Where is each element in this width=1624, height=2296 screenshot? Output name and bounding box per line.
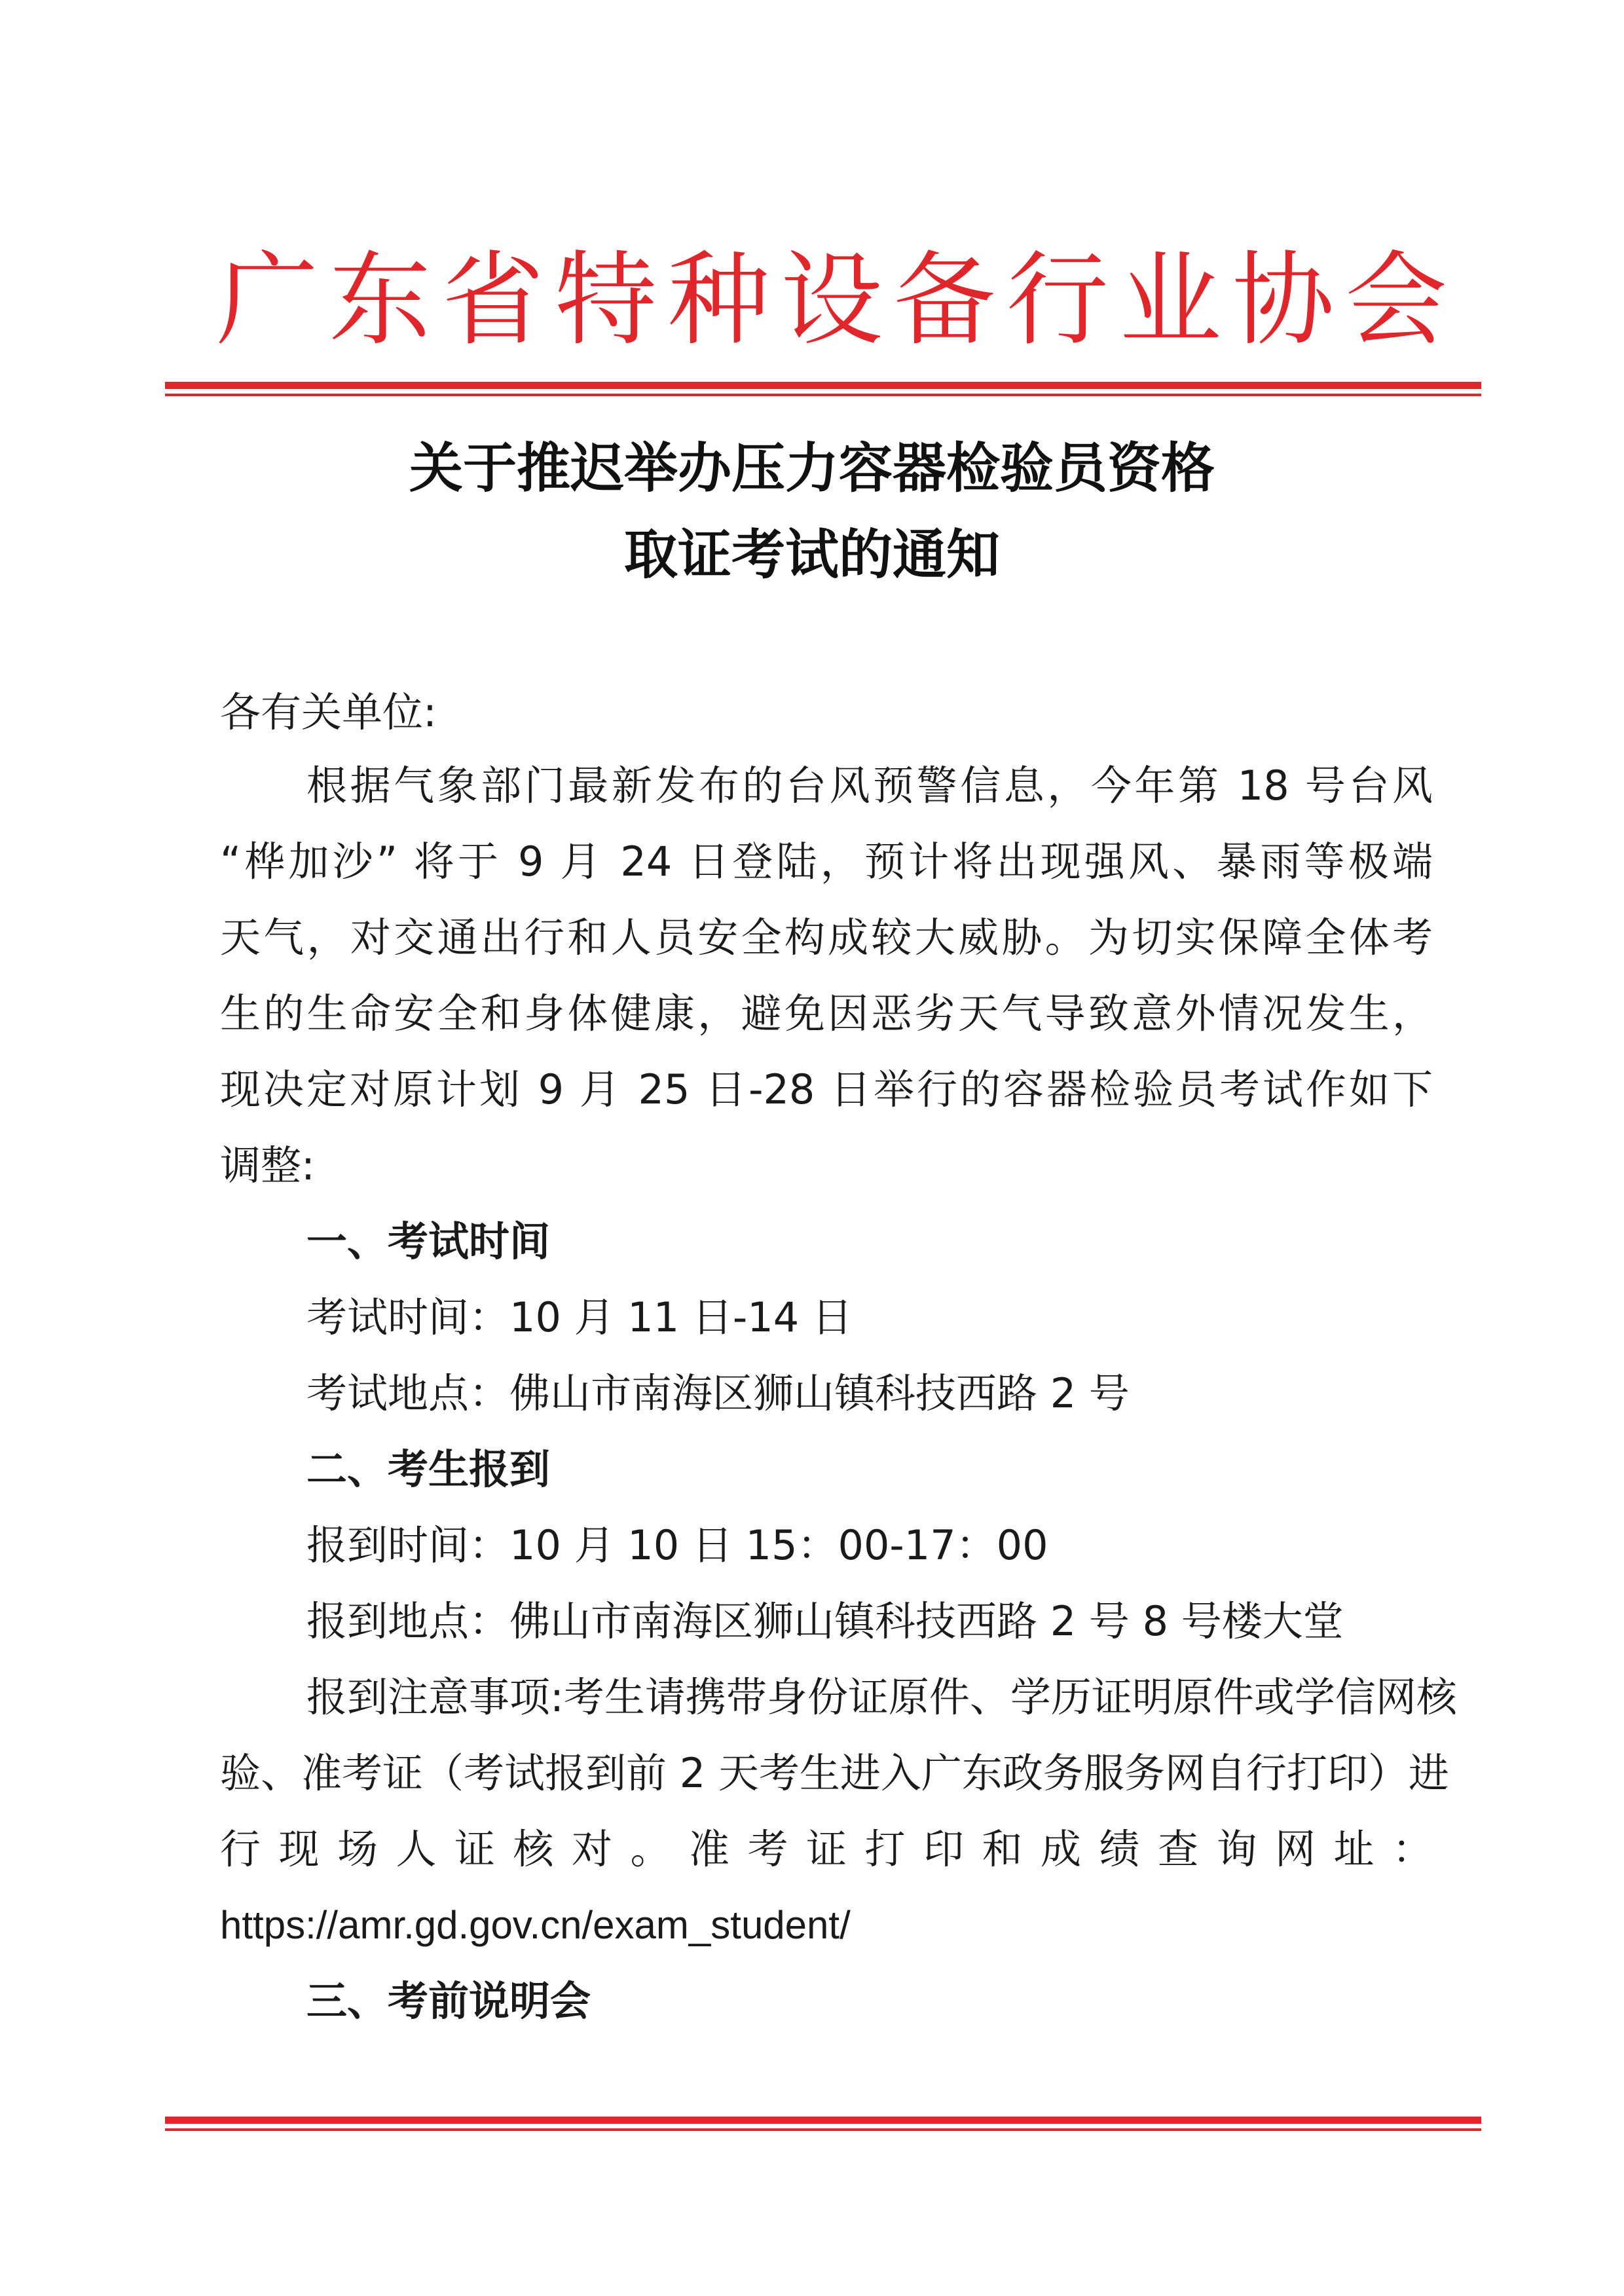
exam-time: 考试时间：10 月 11 日-14 日 bbox=[306, 1293, 853, 1341]
notice-title-line1: 关于推迟举办压力容器检验员资格 bbox=[409, 437, 1215, 500]
paragraph-line: 生的生命安全和身体健康，避免因恶劣天气导致意外情况发生， bbox=[220, 990, 1433, 1037]
section-heading-briefing: 三、考前说明会 bbox=[306, 1977, 591, 2025]
checkin-notes-line: 验、准考证（考试报到前 2 天考生进入广东政务服务网自行打印）进 bbox=[220, 1749, 1449, 1797]
paragraph-line: “桦加沙” 将于 9 月 24 日登陆，预计将出现强风、暴雨等极端 bbox=[220, 838, 1433, 885]
exam-place: 考试地点：佛山市南海区狮山镇科技西路 2 号 bbox=[306, 1369, 1130, 1417]
paragraph-line: 现决定对原计划 9 月 25 日-28 日举行的容器检验员考试作如下 bbox=[220, 1065, 1433, 1113]
letterhead-rule-thick bbox=[165, 382, 1481, 389]
footer-rule-thin bbox=[165, 2128, 1481, 2131]
checkin-place: 报到地点：佛山市南海区狮山镇科技西路 2 号 8 号楼大堂 bbox=[306, 1597, 1344, 1645]
paragraph-line: 根据气象部门最新发布的台风预警信息，今年第 18 号台风 bbox=[306, 762, 1433, 809]
checkin-time: 报到时间：10 月 10 日 15：00-17：00 bbox=[306, 1521, 1048, 1569]
notice-title-line2: 取证考试的通知 bbox=[623, 523, 1000, 586]
letterhead-org-name: 广东省特种设备行业协会 bbox=[216, 240, 1447, 360]
footer-rule-thick bbox=[165, 2117, 1481, 2124]
checkin-notes-line: 行现场人证核对。准考证打印和成绩查询网址： bbox=[220, 1825, 1433, 1873]
paragraph-line: 调整: bbox=[220, 1141, 315, 1189]
letterhead-rule-thin bbox=[165, 394, 1481, 396]
salutation: 各有关单位: bbox=[220, 688, 437, 736]
checkin-notes-line: 报到注意事项:考生请携带身份证原件、学历证明原件或学信网核 bbox=[306, 1673, 1457, 1721]
section-heading-checkin: 二、考生报到 bbox=[306, 1445, 551, 1493]
exam-portal-url: https://amr.gd.gov.cn/exam_student/ bbox=[220, 1903, 851, 1947]
section-heading-exam-time: 一、考试时间 bbox=[306, 1217, 551, 1265]
paragraph-line: 天气，对交通出行和人员安全构成较大威胁。为切实保障全体考 bbox=[220, 914, 1433, 961]
